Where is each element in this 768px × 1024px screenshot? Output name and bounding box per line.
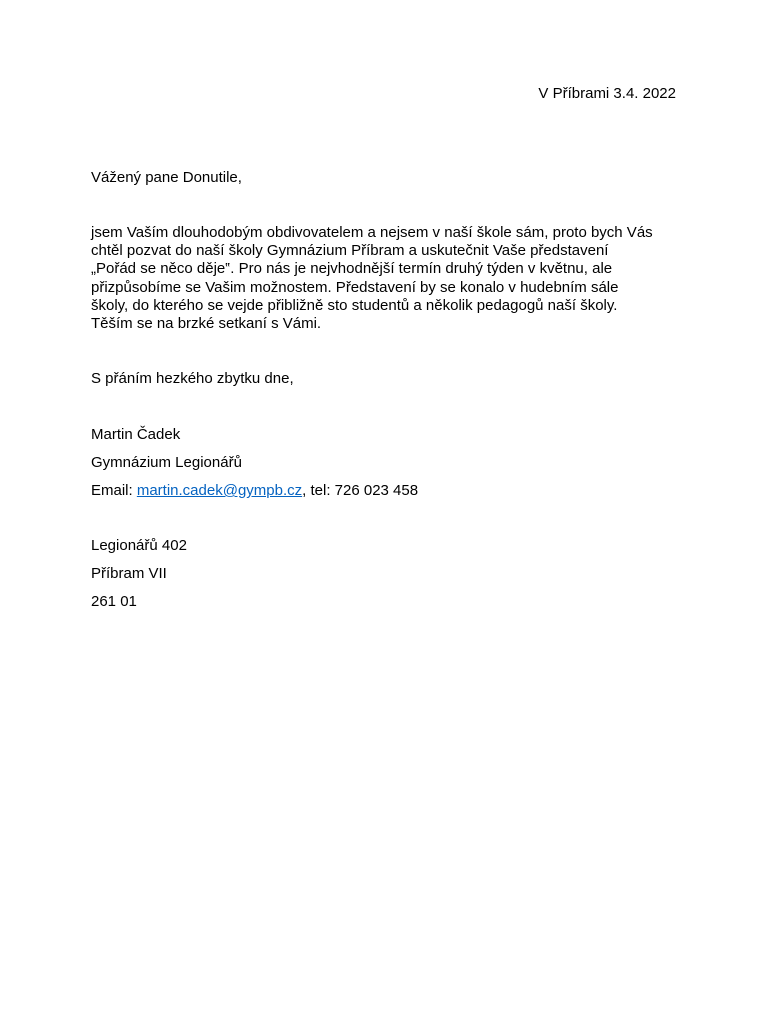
email-label: Email: <box>91 482 137 499</box>
letter-closing: S přáním hezkého zbytku dne, <box>91 370 294 387</box>
phone-text: , tel: 726 023 458 <box>302 482 419 499</box>
signature-school: Gymnázium Legionářů <box>91 454 242 471</box>
address-street: Legionářů 402 <box>91 537 187 554</box>
body-line: „Pořád se něco děje‟. Pro nás je nejvhodnější termín druhý týden v květnu, ale <box>91 260 613 278</box>
body-line: Těším se na brzké setkaní s Vámi. <box>91 315 322 333</box>
body-line: jsem Vaším dlouhodobým obdivovatelem a nejsem v naší škole sám, proto bych Vás <box>91 224 653 241</box>
letter-date: V Příbrami 3.4. 2022 <box>538 85 676 102</box>
letter-body <box>91 224 681 333</box>
email-link[interactable]: martin.cadek@gympb.cz <box>136 482 303 499</box>
address-zip: 261 01 <box>91 593 137 610</box>
signature-name: Martin Čadek <box>91 426 181 443</box>
body-line: přizpůsobíme se Vašim možnostem. Představení by se konalo v hudebním sále <box>91 278 619 296</box>
signature-contact <box>91 481 418 501</box>
body-line: chtěl pozvat do naší školy Gymnázium Příbram a uskutečnit Vaše představení <box>91 242 609 260</box>
letter-salutation: Vážený pane Donutile, <box>91 169 242 186</box>
body-line: školy, do kterého se vejde přibližně sto studentů a několik pedagogů naší školy. <box>91 296 618 314</box>
address-city: Příbram VII <box>91 565 167 582</box>
